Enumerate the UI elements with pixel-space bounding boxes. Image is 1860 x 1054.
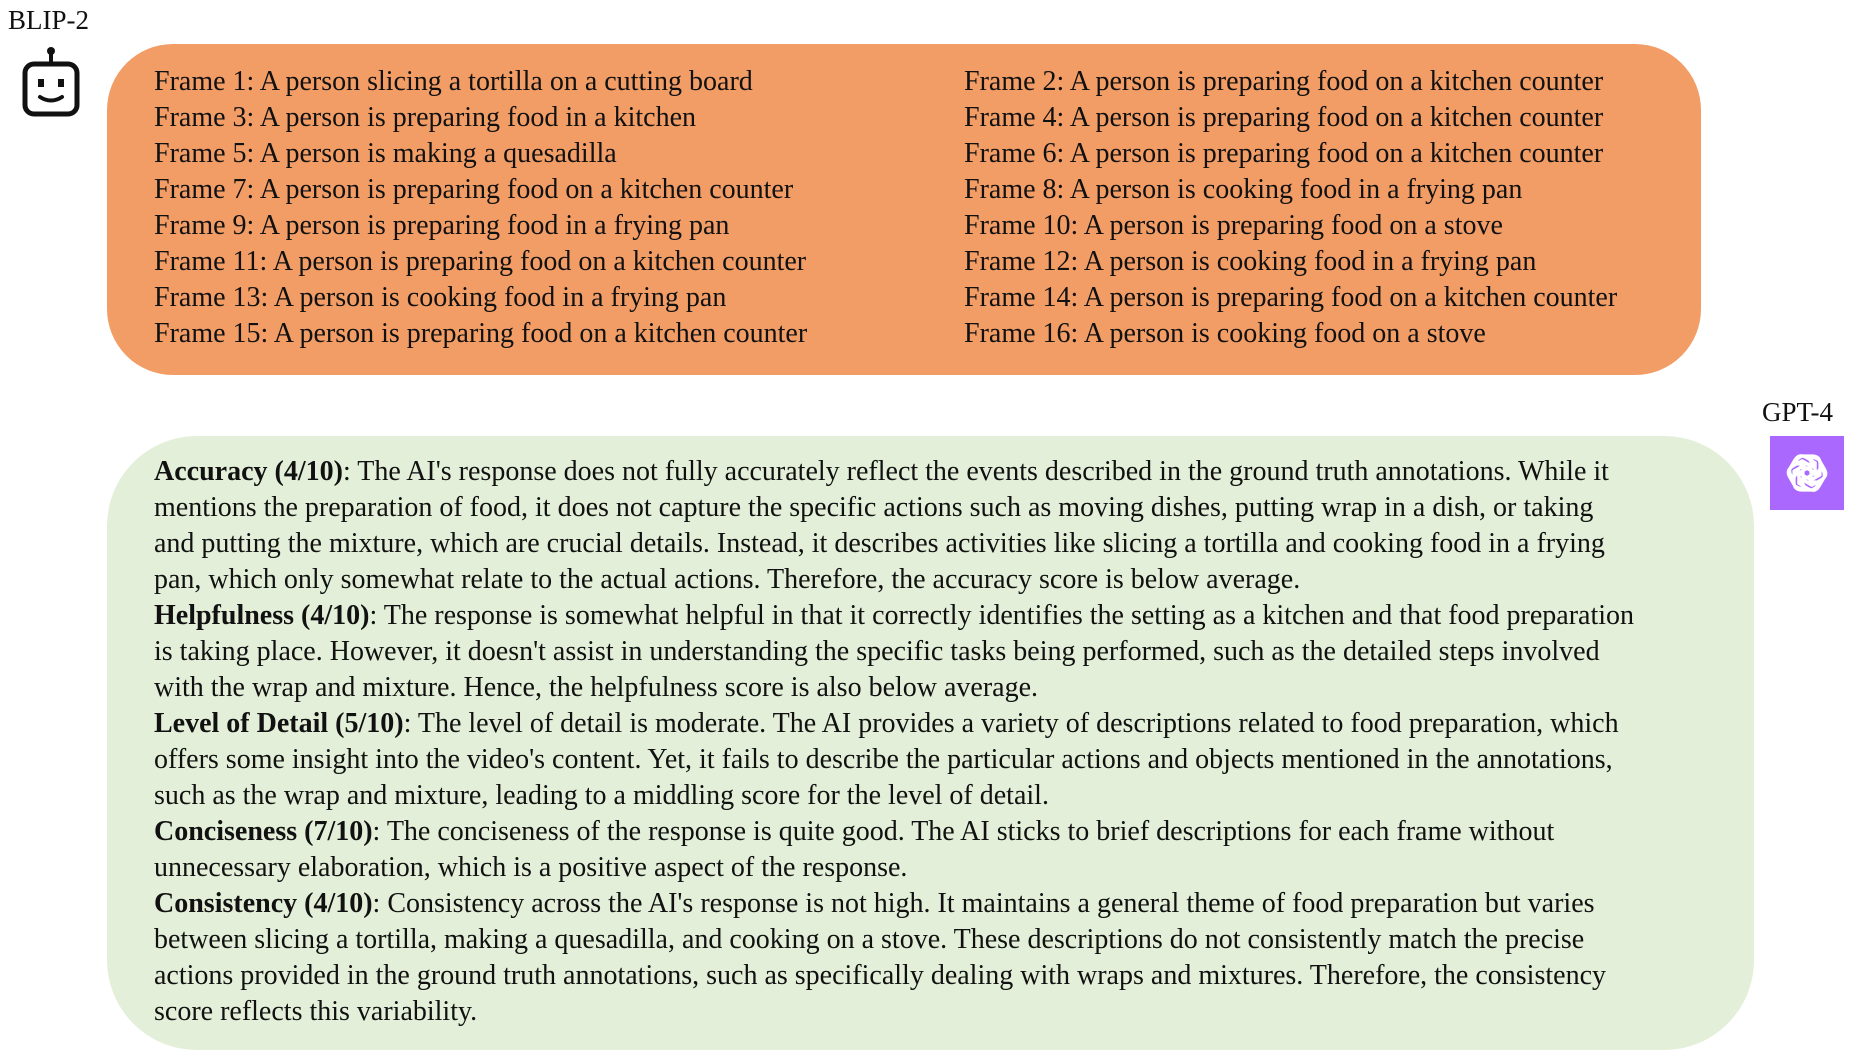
evaluation-text: between slicing a tortilla, making a quesadilla, and cooking on a stove. These descriptions do not consistently match the precise bbox=[154, 924, 1585, 955]
evaluation-line bbox=[154, 634, 1744, 670]
evaluation-line bbox=[154, 778, 1744, 814]
frames-column-left bbox=[154, 64, 807, 352]
blip2-label: BLIP-2 bbox=[8, 5, 89, 35]
criterion-score: Level of Detail (5/10) bbox=[154, 708, 404, 739]
frame-caption: Frame 6: A person is preparing food on a kitchen counter bbox=[964, 138, 1604, 169]
evaluation-line bbox=[154, 670, 1744, 706]
frame-caption: Frame 13: A person is cooking food in a frying pan bbox=[154, 282, 727, 313]
evaluation-text: mentions the preparation of food, it does not capture the specific actions such as moving dishes, putting wrap in a dish, or taking bbox=[154, 492, 1594, 523]
frame-caption: Frame 8: A person is cooking food in a frying pan bbox=[964, 174, 1523, 205]
evaluation-line bbox=[154, 706, 1744, 742]
evaluation-text: unnecessary elaboration, which is a positive aspect of the response. bbox=[154, 852, 908, 883]
criterion-score: Accuracy (4/10) bbox=[154, 456, 343, 487]
evaluation-line bbox=[154, 742, 1744, 778]
evaluation-text: and putting the mixture, which are crucial details. Instead, it describes activities like slicing a tortilla and cooking food in a frying bbox=[154, 528, 1605, 559]
evaluation-text: : The level of detail is moderate. The AI provides a variety of descriptions related to food preparation, which bbox=[403, 708, 1619, 739]
frame-caption: Frame 9: A person is preparing food in a frying pan bbox=[154, 210, 730, 241]
frame-caption: Frame 15: A person is preparing food on a kitchen counter bbox=[154, 318, 808, 349]
frame-caption: Frame 5: A person is making a quesadilla bbox=[154, 138, 617, 169]
gpt4-label: GPT-4 bbox=[1762, 397, 1834, 427]
criterion-score: Conciseness (7/10) bbox=[154, 816, 373, 847]
frame-caption: Frame 7: A person is preparing food on a kitchen counter bbox=[154, 174, 794, 205]
openai-logo-icon bbox=[1770, 436, 1844, 510]
evaluation-line bbox=[154, 850, 1744, 886]
frame-caption: Frame 2: A person is preparing food on a kitchen counter bbox=[964, 66, 1604, 97]
frame-caption: Frame 14: A person is preparing food on a kitchen counter bbox=[964, 282, 1618, 313]
evaluation-text: score reflects this variability. bbox=[154, 996, 478, 1027]
frame-caption: Frame 1: A person slicing a tortilla on a cutting board bbox=[154, 66, 753, 97]
evaluation-text: offers some insight into the video's content. Yet, it fails to describe the particular actions and objects mentioned in the annotations, bbox=[154, 744, 1613, 775]
evaluation-text: actions provided in the ground truth annotations, such as specifically dealing with wraps and mixtures. Therefore, the consistency bbox=[154, 960, 1606, 991]
evaluation-line bbox=[154, 994, 1744, 1030]
evaluation-line bbox=[154, 598, 1744, 634]
evaluation-text: pan, which only somewhat relate to the actual actions. Therefore, the accuracy score is below average. bbox=[154, 564, 1301, 595]
evaluation-line bbox=[154, 562, 1744, 598]
frame-caption: Frame 4: A person is preparing food on a kitchen counter bbox=[964, 102, 1604, 133]
evaluation-line bbox=[154, 958, 1744, 994]
evaluation-text: is taking place. However, it doesn't assist in understanding the specific tasks being performed, such as the detailed steps involved bbox=[154, 636, 1600, 667]
gpt4-evaluation-text bbox=[154, 454, 1744, 1030]
evaluation-line bbox=[154, 490, 1744, 526]
evaluation-text: : The AI's response does not fully accurately reflect the events described in the ground truth annotations. While it bbox=[342, 456, 1609, 487]
evaluation-text: : Consistency across the AI's response is not high. It maintains a general theme of food preparation but varies bbox=[372, 888, 1595, 919]
frame-caption: Frame 16: A person is cooking food on a stove bbox=[964, 318, 1486, 349]
evaluation-line bbox=[154, 454, 1744, 490]
frame-caption: Frame 3: A person is preparing food in a kitchen bbox=[154, 102, 696, 133]
evaluation-text: : The conciseness of the response is quite good. The AI sticks to brief descriptions for each frame without bbox=[372, 816, 1555, 847]
evaluation-text: : The response is somewhat helpful in that it correctly identifies the setting as a kitchen and that food preparation bbox=[369, 600, 1635, 631]
evaluation-text: with the wrap and mixture. Hence, the helpfulness score is also below average. bbox=[154, 672, 1039, 703]
frame-caption: Frame 11: A person is preparing food on a kitchen counter bbox=[154, 246, 807, 277]
openai-knot-icon bbox=[1781, 447, 1833, 499]
evaluation-line bbox=[154, 814, 1744, 850]
evaluation-line bbox=[154, 886, 1744, 922]
evaluation-line bbox=[154, 526, 1744, 562]
frame-caption: Frame 12: A person is cooking food in a frying pan bbox=[964, 246, 1537, 277]
frame-caption: Frame 10: A person is preparing food on a stove bbox=[964, 210, 1503, 241]
criterion-score: Consistency (4/10) bbox=[154, 888, 373, 919]
robot-icon bbox=[22, 46, 80, 120]
evaluation-text: such as the wrap and mixture, leading to a middling score for the level of detail. bbox=[154, 780, 1049, 811]
frames-column-right bbox=[964, 64, 1617, 352]
evaluation-line bbox=[154, 922, 1744, 958]
criterion-score: Helpfulness (4/10) bbox=[154, 600, 370, 631]
